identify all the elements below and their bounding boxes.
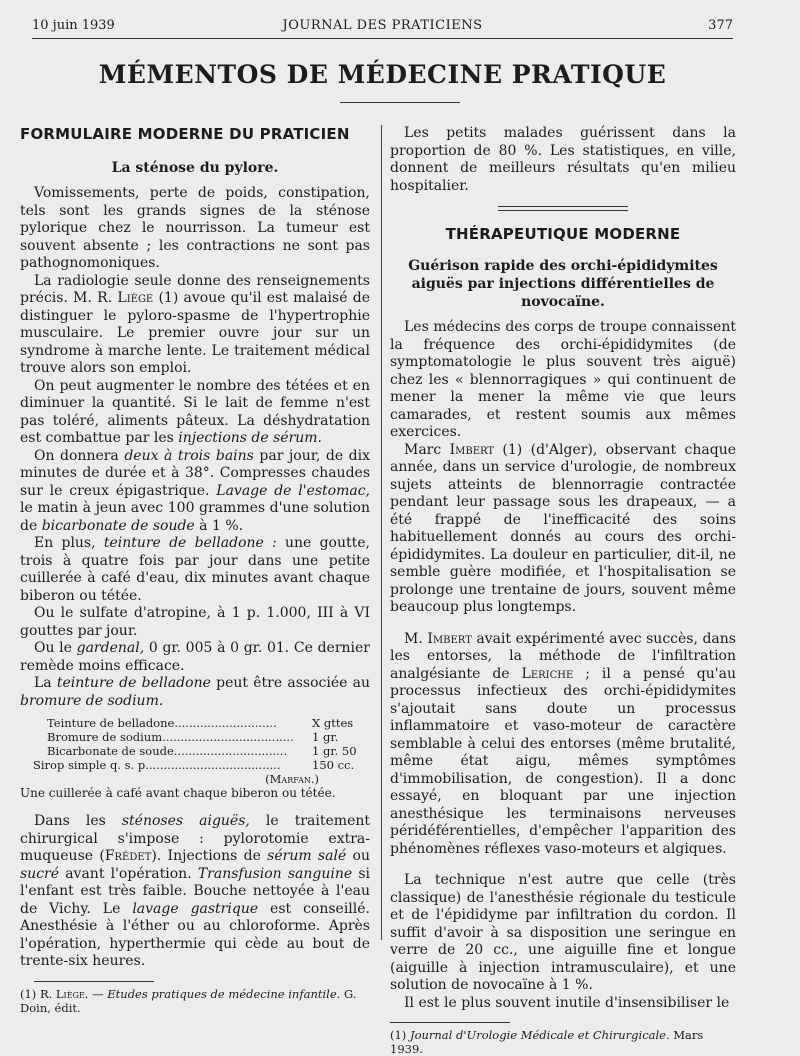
left-column bbox=[20, 125, 370, 1015]
running-header bbox=[32, 18, 733, 39]
recipe-row: Bicarbonate de soude............................... 1 gr. 50 bbox=[47, 744, 357, 758]
header-date: 10 juin 1939 bbox=[32, 18, 115, 33]
paragraph: Il est le plus souvent inutile d'insensibiliser le bbox=[404, 994, 730, 1011]
paragraph: M. Imbert avait expérimenté avec succès, dans les entorses, la méthode de l'infiltration analgésiante de Leriche ; il a pensé qu'au processus infectieux des orchi-épididymites s'ajoutait sans doute un processus inflammatoire et vaso-moteur de caractère semblable à celui des entorses (même brutalité, même état aigu, mêmes symptômes d'immobilisation, de congestion). Il a donc essayé, en bloquant par une injection anesthésique les terminaisons nerveuses péridéférentielles, d'empêcher l'apparition des phénomènes réflexes vaso-moteurs et algiques. bbox=[390, 630, 736, 857]
paragraph: Dans les sténoses aiguës, le traitement chirurgical s'impose : pylorotomie extra-muqueuse (Frédet). Injections de sérum salé ou sucré avant l'opération. Transfusion sanguine si l'enfant est très faible. Bouche nettoyée à l'eau de Vichy. Le lavage gastrique est conseillé. Anesthésie à l'éther ou au chloroforme. Après l'opération, hyperthermie qui cède au bout de trente-six heures. bbox=[20, 813, 370, 969]
paragraph: Ou le gardenal, 0 gr. 005 à 0 gr. 01. Ce dernier remède moins efficace. bbox=[20, 640, 370, 674]
paragraph: Marc Imbert (1) (d'Alger), observant chaque année, dans un service d'urologie, de nombreux sujets atteints de blennorragie contractée pendant leur passage sous les drapeaux, — a été frappé de l'inefficacité des soins habituellement donnés au cours des orchi-épididymites. La douleur en particulier, dit-il, ne semble guère modifiée, et l'hospitalisation se prolonge une trentaine de jours, souvent même beaucoup plus longtemps. bbox=[390, 441, 736, 615]
paragraph: On peut augmenter le nombre des tétées et en diminuer la quantité. Si le lait de femme n'est pas toléré, aliments pâteux. La déshydratation est combattue par les injections de sérum. bbox=[20, 377, 370, 446]
paragraph: En plus, teinture de belladone : une goutte, trois à quatre fois par jour dans une petite cuillerée à café d'eau, dix minutes avant chaque biberon ou tétée. bbox=[20, 535, 370, 604]
section-separator bbox=[498, 206, 628, 211]
title-rule bbox=[340, 102, 460, 103]
header-page-number: 377 bbox=[708, 18, 733, 33]
recipe-note: Une cuillerée à café avant chaque biberon ou tétée. bbox=[20, 786, 336, 800]
paragraph: La radiologie seule donne des renseignements précis. M. R. Liège (1) avoue qu'il est malaisé de distinguer le pyloro-spasme de l'hypertrophie musculaire. Le premier ouvre jour sur un syndrome à marche lente. Le traitement médical trouve alors son emploi. bbox=[20, 272, 370, 376]
footnote-rule bbox=[34, 981, 154, 982]
recipe-row: Sirop simple q. s. p..................................... 150 cc. bbox=[33, 758, 355, 772]
right-column bbox=[390, 125, 736, 1056]
article-subtitle-stenose: La sténose du pylore. bbox=[111, 160, 279, 176]
paragraph: La technique n'est autre que celle (très classique) de l'anesthésie régionale du testicule et de l'épididyme par infiltration du cordon. Il suffit d'avoir à sa disposition une seringue en verre de 20 cc., une aiguille fine et longue (aiguille à injection intramusculaire), et une solution de novocaïne à 1 %. bbox=[390, 872, 736, 993]
footnote: (1) R. Liège. — Etudes pratiques de médecine infantile. G. Doin, édit. bbox=[20, 986, 357, 1015]
paragraph: La teinture de belladone peut être associée au bromure de sodium. bbox=[20, 675, 371, 709]
paragraph: Vomissements, perte de poids, constipation, tels sont les grands signes de la sténose pylorique chez le nourrisson. La tumeur est souvent absente ; les contractions ne sont pas pathognomoniques. bbox=[20, 185, 370, 271]
paragraph: Les petits malades guérissent dans la proportion de 80 %. Les statistiques, en ville, donnent de meilleurs résultats qu'en milieu hospitalier. bbox=[390, 125, 736, 194]
prescription-recipe bbox=[33, 716, 367, 786]
footnote-rule bbox=[390, 1022, 510, 1023]
column-divider bbox=[381, 125, 382, 940]
section-title-formulaire: FORMULAIRE MODERNE DU PRATICIEN bbox=[20, 125, 350, 143]
paragraph: On donnera deux à trois bains par jour, de dix minutes de durée et à 38°. Compresses chaudes sur le creux épigastrique. Lavage de l'estomac, le matin à jeun avec 100 grammes d'une solution de bicarbonate de soude à 1 %. bbox=[20, 447, 370, 534]
paragraph: Les médecins des corps de troupe connaissent la fréquence des orchi-épididymites (de symptomatologie le plus souvent très aiguë) chez les « blennorragiques » qui continuent de mener la mener la même vie que leurs camarades, et restent soumis aux mêmes exercices. bbox=[390, 319, 736, 440]
recipe-author: (Marfan.) bbox=[265, 772, 319, 786]
recipe-row: Teinture de belladone............................ X gttes bbox=[47, 716, 354, 730]
recipe-row: Bromure de sodium.................................... 1 gr. bbox=[47, 730, 339, 744]
footnote: (1) Journal d'Urologie Médicale et Chirurgicale. Mars 1939. bbox=[390, 1028, 704, 1056]
section-title-therapeutique: THÉRAPEUTIQUE MODERNE bbox=[445, 225, 681, 243]
article-subtitle-orchi: Guérison rapide des orchi-épididymites aiguës par injections différentielles de novocaïne. bbox=[408, 258, 718, 310]
paragraph: Ou le sulfate d'atropine, à 1 p. 1.000, III à VI gouttes par jour. bbox=[20, 605, 370, 639]
page-title: MÉMENTOS DE MÉDECINE PRATIQUE bbox=[98, 60, 667, 89]
header-journal-name: JOURNAL DES PRATICIENS bbox=[282, 18, 483, 33]
